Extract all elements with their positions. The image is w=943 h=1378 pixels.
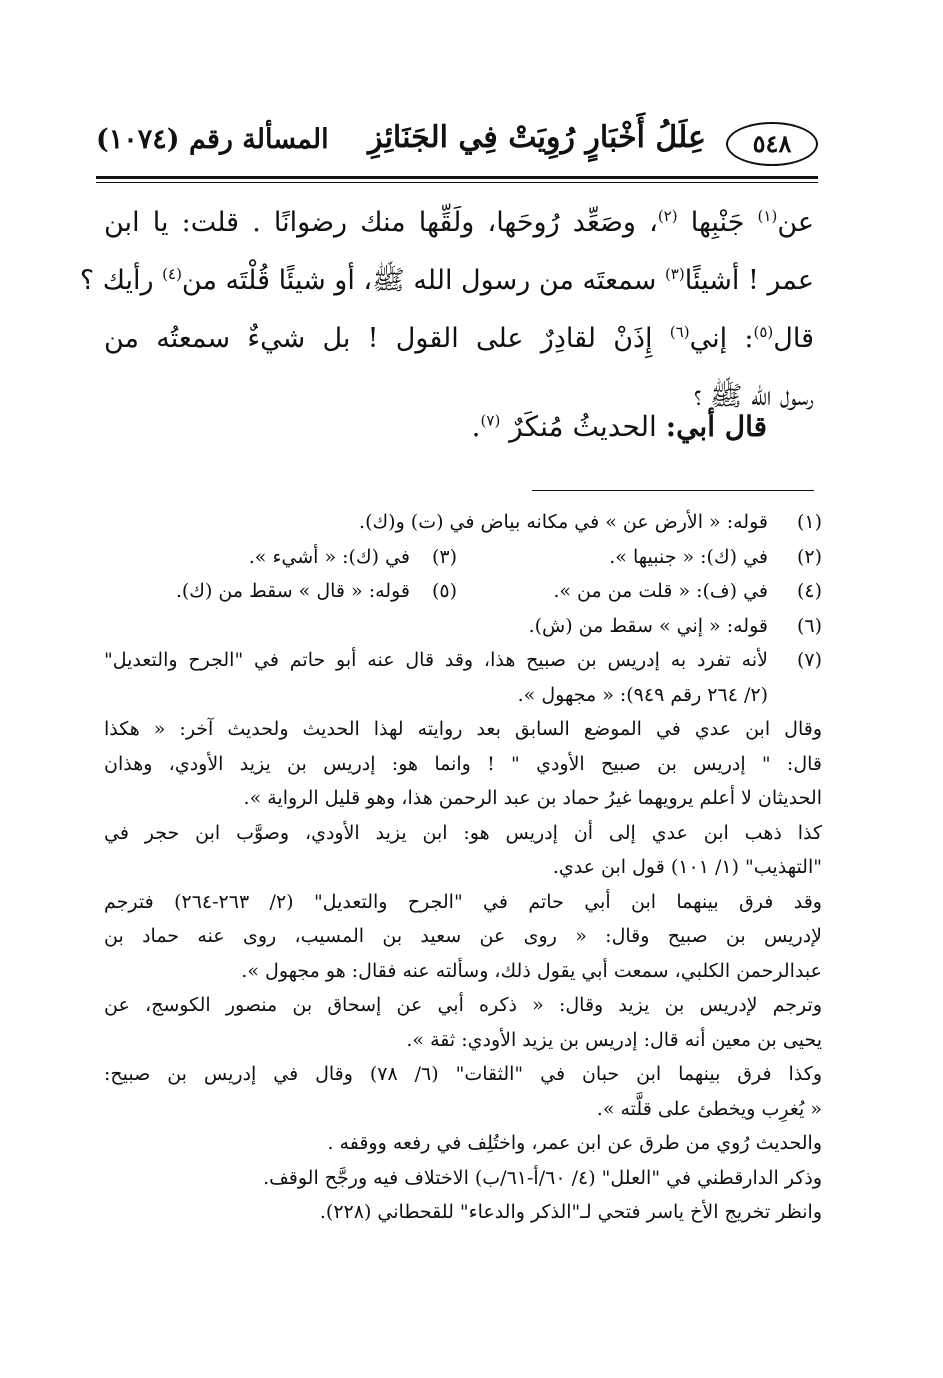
footnote-1 bbox=[104, 505, 822, 540]
footnote-marker: (٤) bbox=[162, 265, 182, 283]
footnote-separator bbox=[532, 490, 814, 491]
text-run: سمعتَه من رسول الله ﷺ، أو شيئًا قُلْتَه من bbox=[181, 265, 665, 296]
footnote-text-line: وترجم لإدريس بن يزيد وقال: « ذكره أبي عن إسحاق بن منصور الكوسج، عن bbox=[104, 994, 822, 1016]
footnote-number: (٤) bbox=[796, 580, 822, 602]
footnote-7 bbox=[104, 643, 822, 678]
footnote-marker: (٣) bbox=[664, 265, 685, 283]
footnote-text-line: لإدريس بن صبيح وقال: « روى عن سعيد بن المسيب، روى عنه حماد بن bbox=[104, 925, 822, 947]
main-text bbox=[79, 194, 814, 426]
text-run: جَنْبِها bbox=[677, 207, 758, 238]
text-run: : إني bbox=[689, 323, 754, 354]
footnote-text-line: وانظر تخريج الأخ ياسر فتحي لـ"الذكر والدعاء" للقحطاني (٢٢٨). bbox=[319, 1201, 822, 1223]
footnote-marker: (١) bbox=[757, 207, 778, 225]
verdict-line bbox=[472, 410, 767, 443]
footnote-text-line: يحيى بن معين أنه قال: إدريس بن يزيد الأودي: ثقة ». bbox=[406, 1028, 822, 1051]
footnote-text: في (ك): « أشيء ». bbox=[248, 545, 410, 568]
verdict-end: . bbox=[471, 410, 481, 443]
footnote-4-5 bbox=[104, 574, 822, 609]
text-run: عمر ! أشيئًا bbox=[684, 265, 814, 296]
footnote-6 bbox=[104, 609, 822, 644]
text-run: إِذَنْ لقادِرٌ على القول ! بل شيءٌ سمعتُه من bbox=[104, 323, 670, 354]
footnote-text-line: والحديث رُوي من طرق عن ابن عمر، واختُلِف في رفعه ووقفه . bbox=[327, 1132, 822, 1154]
footnotes bbox=[104, 505, 822, 1230]
text-run: قال bbox=[773, 323, 814, 354]
text-run: ، وصَعِّد رُوحَها، ولَقِّها منك رضوانًا . قلت: يا ابن bbox=[104, 207, 658, 238]
footnote-text-line: وكذا فرق بينهما ابن حبان في "الثقات" (٦/ ٧٨) وقال في إدريس بن صبيح: bbox=[104, 1063, 822, 1085]
text-run: رسول الله ﷺ ؟ bbox=[693, 381, 814, 412]
text-run: رأيك ؟ bbox=[79, 265, 163, 296]
footnote-text-line: عبدالرحمن الكلبي، سمعت أبي يقول ذلك، وسألته عنه فقال: هو مجهول ». bbox=[241, 959, 822, 982]
footnote-marker: (٧) bbox=[480, 411, 501, 430]
text-line bbox=[104, 194, 814, 252]
verdict-text: الحديثُ مُنكَرٌ bbox=[500, 410, 666, 443]
footnote-number: (١) bbox=[796, 511, 822, 533]
book-title: عِلَلُ أَخْبَارٍ رُوِيَتْ فِي الجَنَائِزِ bbox=[368, 120, 706, 155]
footnote-text: لأنه تفرد به إدريس بن صبيح هذا، وقد قال عنه أبو حاتم في "الجرح والتعديل" bbox=[104, 649, 768, 671]
issue-number: المسألة رقم (١٠٧٤) bbox=[96, 124, 329, 155]
footnote-marker: (٥) bbox=[753, 323, 774, 341]
footnote-number: (٥) bbox=[431, 580, 457, 602]
footnote-text-line: وذكر الدارقطني في "العلل" (٤/ ٦٠/أ-٦١/ب) الاختلاف فيه ورجَّح الوقف. bbox=[263, 1166, 822, 1189]
text-line bbox=[79, 252, 814, 310]
text-run: عن bbox=[777, 207, 814, 238]
footnote-text-line: "التهذيب" (١/ ١٠١) قول ابن عدي. bbox=[552, 856, 822, 878]
footnote-number: (٦) bbox=[796, 614, 822, 637]
footnote-text-line: وقد فرق بينهما ابن أبي حاتم في "الجرح والتعديل" (٢/ ٢٦٣-٢٦٤) فترجم bbox=[104, 890, 822, 913]
page-header bbox=[96, 118, 818, 176]
footnote-text-line: الحديثان لا أعلم يرويهما غيرُ حماد بن عبد الرحمن هذا، وهو قليل الرواية ». bbox=[243, 787, 822, 809]
footnote-number: (٢) bbox=[796, 545, 822, 568]
header-rule-thick bbox=[96, 176, 818, 179]
footnote-2-3 bbox=[104, 540, 822, 575]
footnote-text: قوله: « الأرض عن » في مكانه بياض في (ت) و(ك). bbox=[359, 511, 768, 533]
footnote-number: (٧) bbox=[796, 649, 822, 671]
footnote-text: قوله: « قال » سقط من (ك). bbox=[175, 580, 410, 602]
footnote-text: في (ف): « قلت من من ». bbox=[553, 580, 768, 602]
header-rule-thin bbox=[96, 182, 818, 183]
footnote-text-line: (٢/ ٢٦٤ رقم ٩٤٩): « مجهول ». bbox=[517, 683, 768, 706]
page-number: ٥٤٨ bbox=[726, 122, 818, 166]
footnote-text: قوله: « إني » سقط من (ش). bbox=[528, 614, 768, 637]
footnote-marker: (٢) bbox=[657, 207, 678, 225]
verdict-label: قال أبي: bbox=[665, 410, 767, 443]
footnote-number: (٣) bbox=[431, 545, 457, 568]
footnote-text-line: كذا ذهب ابن عدي إلى أن إدريس هو: ابن يزيد الأودي، وصوَّب ابن حجر في bbox=[104, 821, 822, 844]
footnote-text-line: « يُغرِب ويخطئ على قلَّته ». bbox=[596, 1097, 822, 1120]
footnote-text-line: قال: " إدريس بن صبيح الأودي " ! وانما هو: إدريس بن يزيد الأودي، وهذان bbox=[104, 752, 822, 775]
footnote-text-line: وقال ابن عدي في الموضع السابق بعد روايته لهذا الحديث ولحديث آخر: « هكذا bbox=[104, 718, 822, 740]
footnote-text: في (ك): « جنبيها ». bbox=[609, 545, 768, 568]
footnote-marker: (٦) bbox=[669, 323, 690, 341]
text-line bbox=[104, 310, 814, 368]
